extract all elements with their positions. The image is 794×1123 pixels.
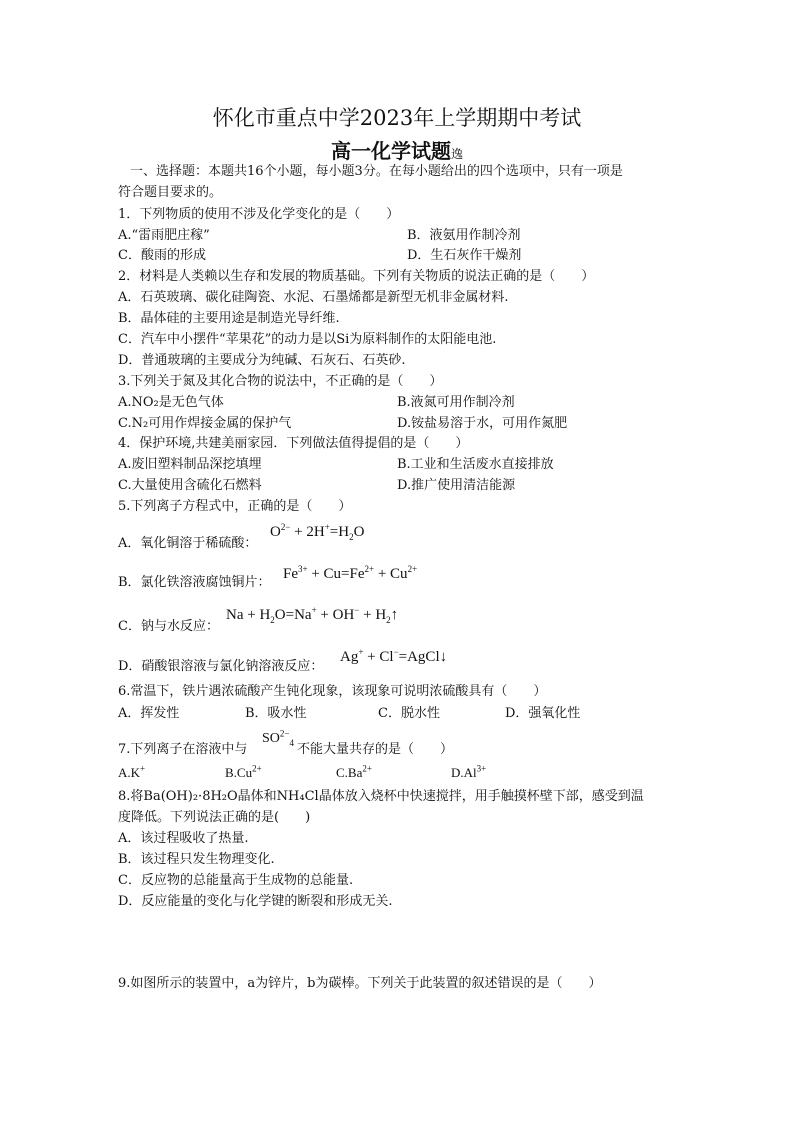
q1-stem: 1．下列物质的使用不涉及化学变化的是（ ）: [118, 207, 400, 222]
q6-stem: 6.常温下，铁片遇浓硫酸产生钝化现象，该现象可说明浓硫酸具有（ ）: [118, 684, 547, 699]
q7-sulfate-ion: $SO^{2-}_4$: [262, 728, 294, 748]
q5-option-c-label: C．钠与水反应：: [118, 619, 219, 634]
q3-option-a: A.NO₂是无色气体: [118, 395, 224, 410]
q5-option-d-label: D．硝酸银溶液与氯化钠溶液反应：: [118, 659, 324, 674]
q5-stem: 5.下列离子方程式中，正确的是（ ）: [118, 499, 352, 514]
q2-option-c: C．汽车中小摆件“苹果花”的动力是以Si为原料制作的太阳能电池.: [118, 332, 497, 347]
q1-option-a: A.“雷雨肥庄稼”: [118, 228, 210, 243]
q7-stem-post: 不能大量共存的是（ ）: [297, 742, 454, 757]
q4-stem: 4．保护环境,共建美丽家园．下列做法值得提倡的是（ ）: [118, 436, 469, 451]
q6-option-a: A．挥发性: [118, 706, 180, 721]
q7-option-a: A.K+: [118, 763, 146, 780]
section-instructions-line1: 一、选择题：本题共16个小题，每小题3分。在每小题给出的四个选项中，只有一项是: [130, 164, 623, 179]
q2-option-a: A．石英玻璃、碳化硅陶瓷、水泥、石墨烯都是新型无机非金属材料.: [118, 290, 509, 305]
q5-option-b-label: B．氯化铁溶液腐蚀铜片：: [118, 575, 271, 590]
q6-option-b: B．吸水性: [245, 706, 307, 721]
q3-stem: 3.下列关于氮及其化合物的说法中，不正确的是（ ）: [118, 374, 443, 389]
q8-option-d: D．反应能量的变化与化学键的断裂和形成无关.: [118, 894, 393, 909]
q8-stem-line1: 8.将Ba(OH)₂·8H₂O晶体和NH₄Cl晶体放入烧杯中快速搅拌，用手触摸杯壁下部，感受到温: [118, 789, 644, 804]
exam-title: 怀化市重点中学2023年上学期期中考试: [212, 106, 582, 130]
q7-option-d: $D.Al^{3+}$: [451, 763, 487, 780]
q9-stem: 9.如图所示的装置中，a为锌片，b为碳棒。下列关于此装置的叙述错误的是（ ）: [118, 976, 602, 991]
q5-option-a-label: A．氧化铜溶于稀硫酸：: [118, 536, 258, 551]
section-instructions-line2: 符合题目要求的。: [118, 185, 223, 200]
q5-option-a-equation: $O^{2-} + 2H^+=H_2O$: [270, 522, 365, 542]
q6-option-d: D．强氧化性: [505, 706, 581, 721]
q7-option-b: $B.Cu^{2+}$: [225, 763, 262, 780]
q3-option-b: B.液氮可用作制冷剂: [397, 395, 515, 410]
q2-stem: 2．材料是人类赖以生存和发展的物质基础。下列有关物质的说法正确的是（ ）: [118, 269, 595, 284]
q1-option-b: B．液氨用作制冷剂: [407, 228, 521, 243]
q8-option-b: B．该过程只发生物理变化.: [118, 852, 275, 867]
q7-option-c: $C.Ba^{2+}$: [336, 763, 372, 780]
q8-option-c: C．反应物的总能量高于生成物的总能量.: [118, 873, 354, 888]
subtitle-text: 高一化学试题: [330, 139, 451, 163]
q1-option-c: C．酸雨的形成: [118, 248, 206, 263]
q4-option-c: C.大量使用含硫化石燃料: [118, 478, 262, 493]
q4-option-d: D.推广使用清洁能源: [397, 478, 516, 493]
q5-option-d-equation: Ag+ + Cl−=AgCl↓: [340, 647, 448, 665]
q4-option-b: B.工业和生活废水直接排放: [397, 457, 554, 472]
q2-option-d: D．普通玻璃的主要成分为纯碱、石灰石、石英砂.: [118, 353, 406, 368]
subtitle-mark: 逸: [450, 147, 463, 161]
q3-option-d: D.铵盐易溶于水，可用作氮肥: [397, 416, 568, 431]
q8-stem-line2: 度降低。下列说法正确的是( ): [118, 810, 311, 825]
q1-option-d: D．生石灰作干燥剂: [407, 248, 522, 263]
q4-option-a: A.废旧塑料制品深挖填埋: [118, 457, 262, 472]
q8-option-a: A．该过程吸收了热量.: [118, 831, 249, 846]
q2-option-b: B．晶体硅的主要用途是制造光导纤维.: [118, 311, 340, 326]
q3-option-c: C.N₂可用作焊接金属的保护气: [118, 416, 292, 431]
q6-option-c: C．脱水性: [378, 706, 440, 721]
q5-option-c-equation: $Na + H_2O=Na^+ + OH^-$ + $H_2↑$: [226, 605, 399, 625]
q7-stem-pre: 7.下列离子在溶液中与: [118, 742, 248, 757]
q5-option-b-equation: $Fe^{3+} + Cu=Fe^{2+} + Cu^{2+}$: [283, 564, 418, 582]
